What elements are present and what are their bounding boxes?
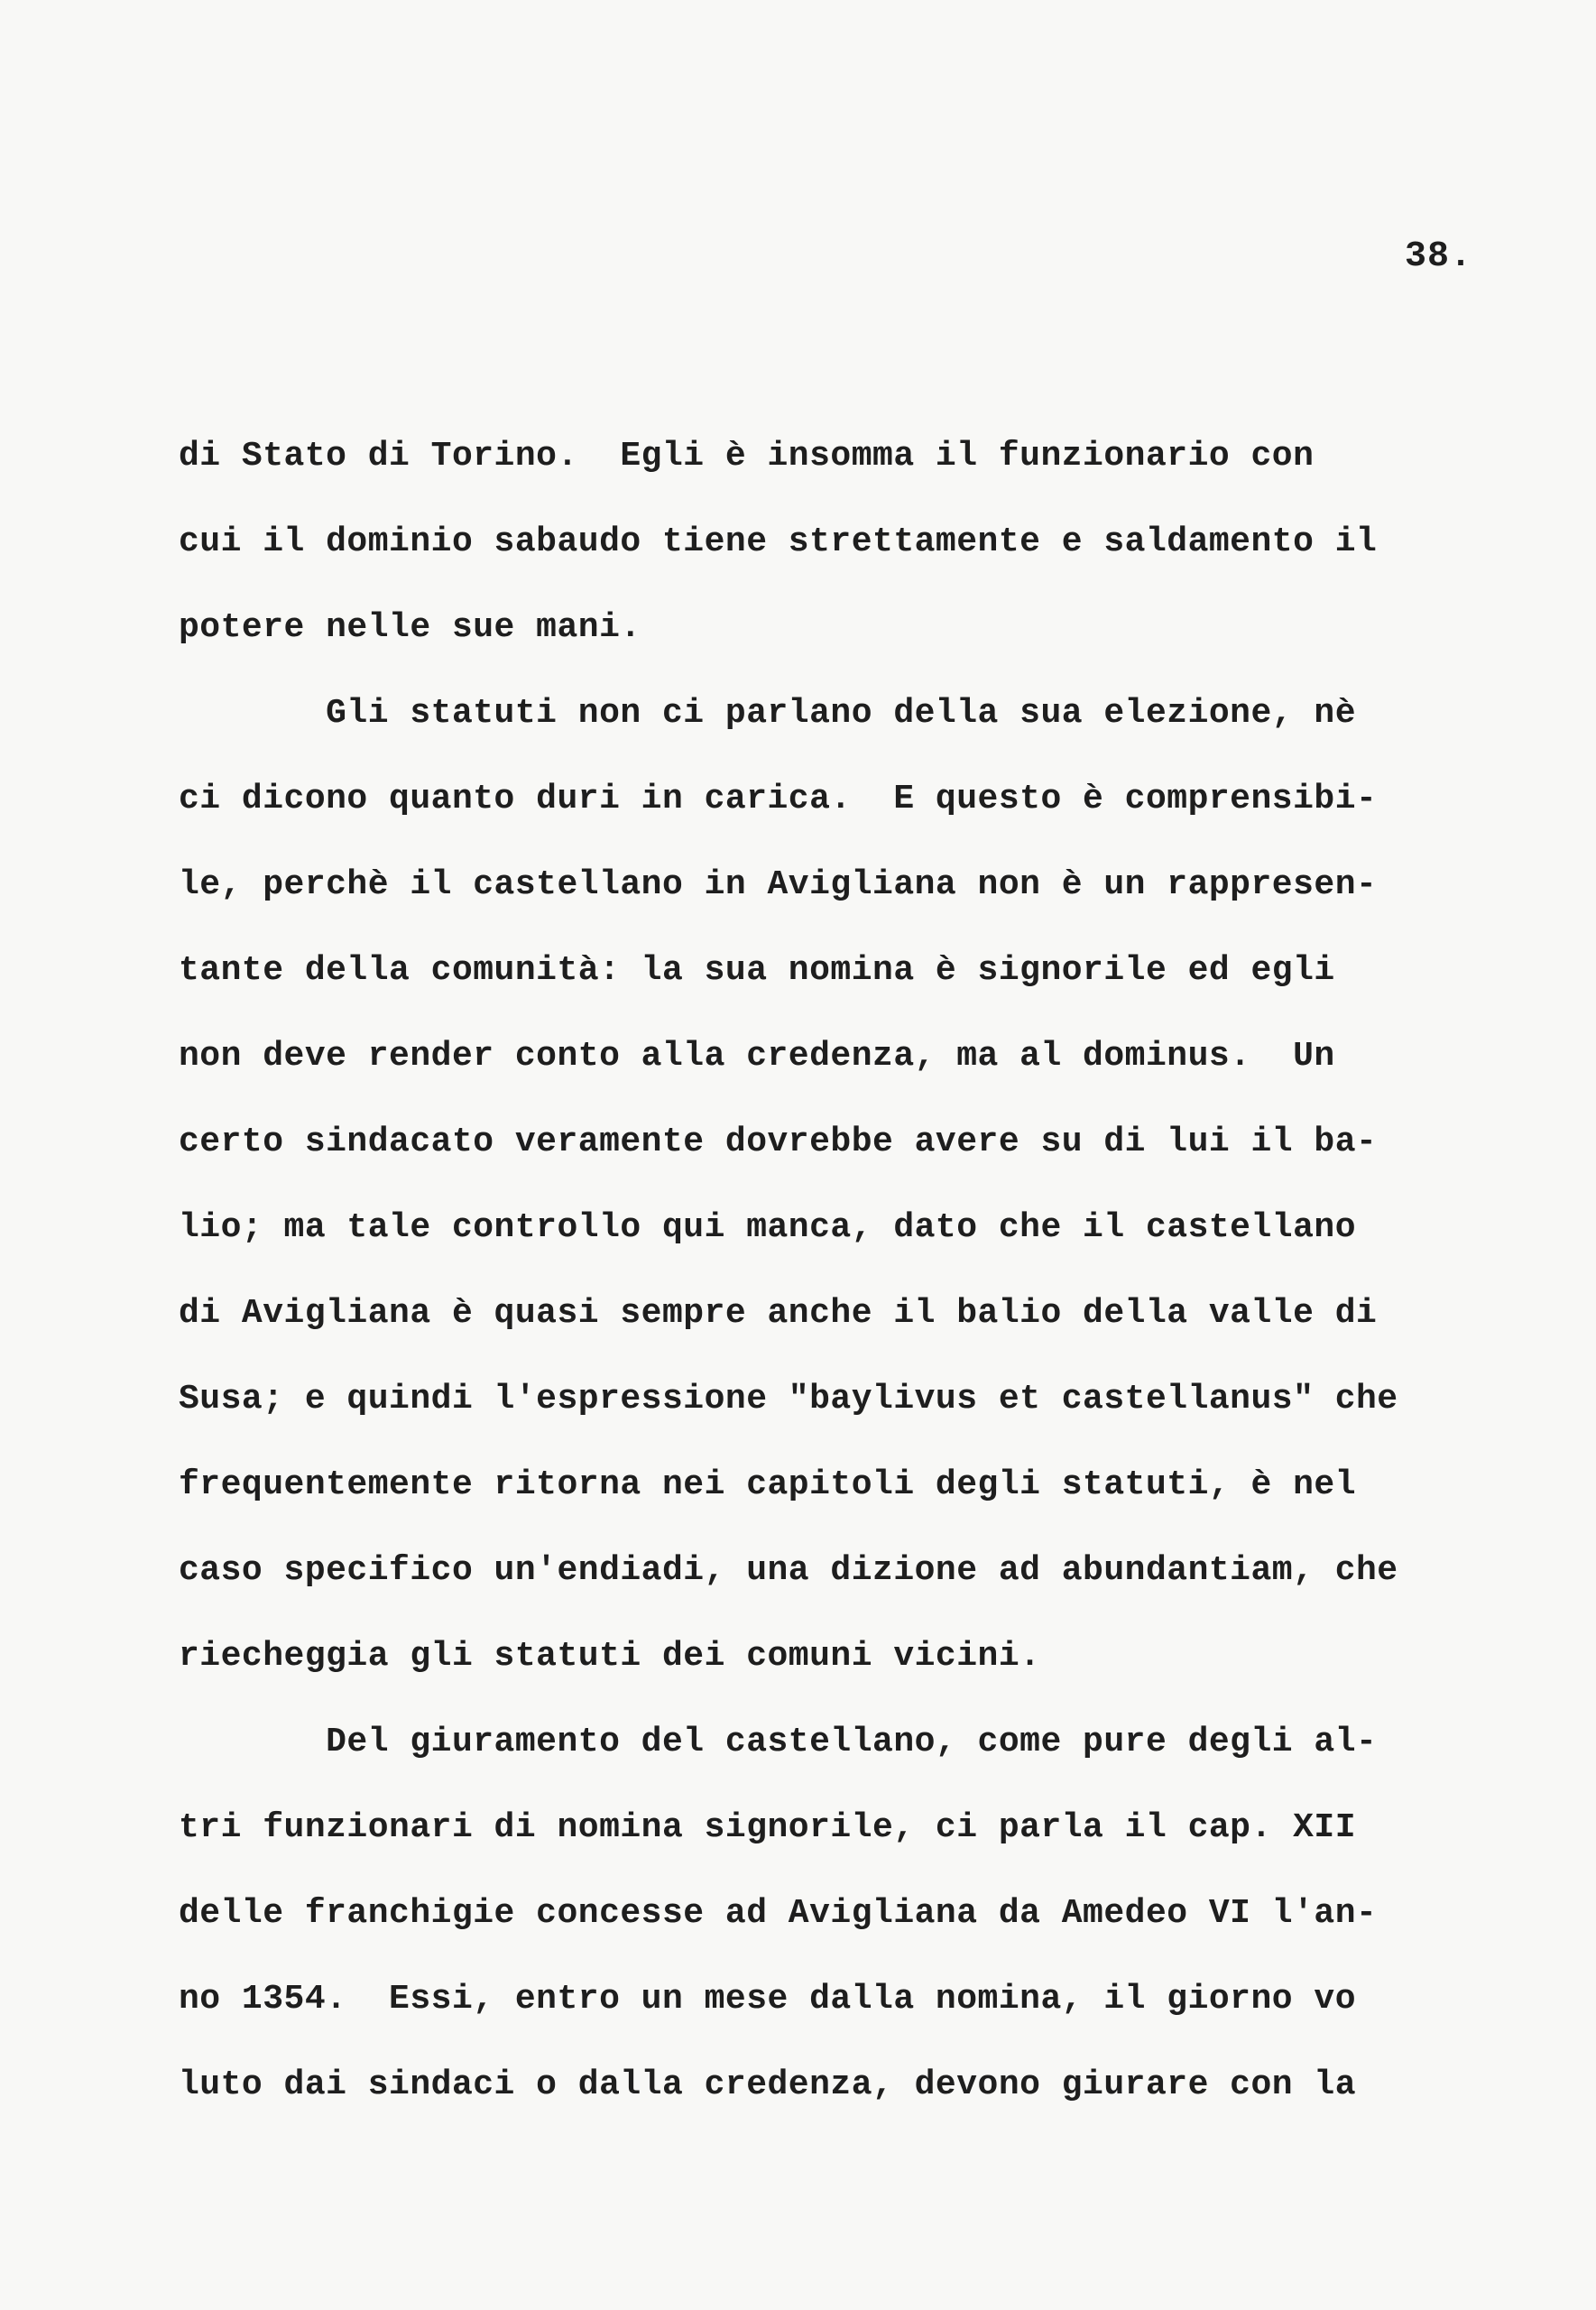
text-line: potere nelle sue mani.	[179, 608, 641, 647]
text-line: cui il dominio sabaudo tiene strettamente e saldamento il	[179, 522, 1378, 561]
text-line: tri funzionari di nomina signorile, ci parla il cap. XII	[179, 1808, 1357, 1847]
text-line: tante della comunità: la sua nomina è signorile ed egli	[179, 951, 1335, 990]
page-number: 38.	[1405, 236, 1473, 277]
text-line: delle franchigie concesse ad Avigliana da Amedeo VI l'an-	[179, 1894, 1378, 1933]
text-line: le, perchè il castellano in Avigliana non è un rappresen-	[179, 865, 1378, 904]
text-line: non deve render conto alla credenza, ma al dominus. Un	[179, 1037, 1335, 1076]
text-line: Susa; e quindi l'espressione "baylivus et castellanus" che	[179, 1380, 1398, 1418]
text-line: Gli statuti non ci parlano della sua elezione, nè	[179, 694, 1357, 733]
text-line: riecheggia gli statuti dei comuni vicini.	[179, 1637, 1041, 1676]
text-line: di Avigliana è quasi sempre anche il balio della valle di	[179, 1294, 1378, 1333]
text-line: frequentemente ritorna nei capitoli degli statuti, è nel	[179, 1465, 1357, 1504]
text-line: luto dai sindaci o dalla credenza, devono giurare con la	[179, 2065, 1357, 2104]
text-line: caso specifico un'endiadi, una dizione ad abundantiam, che	[179, 1551, 1398, 1590]
body-text	[179, 413, 1487, 2128]
text-line: no 1354. Essi, entro un mese dalla nomina, il giorno vo	[179, 1980, 1357, 2019]
text-line: ci dicono quanto duri in carica. E questo è comprensibi-	[179, 780, 1378, 818]
text-line: Del giuramento del castellano, come pure degli al-	[179, 1723, 1378, 1761]
text-line: di Stato di Torino. Egli è insomma il funzionario con	[179, 437, 1315, 476]
text-line: lio; ma tale controllo qui manca, dato che il castellano	[179, 1208, 1357, 1247]
text-line: certo sindacato veramente dovrebbe avere su di lui il ba-	[179, 1123, 1378, 1161]
